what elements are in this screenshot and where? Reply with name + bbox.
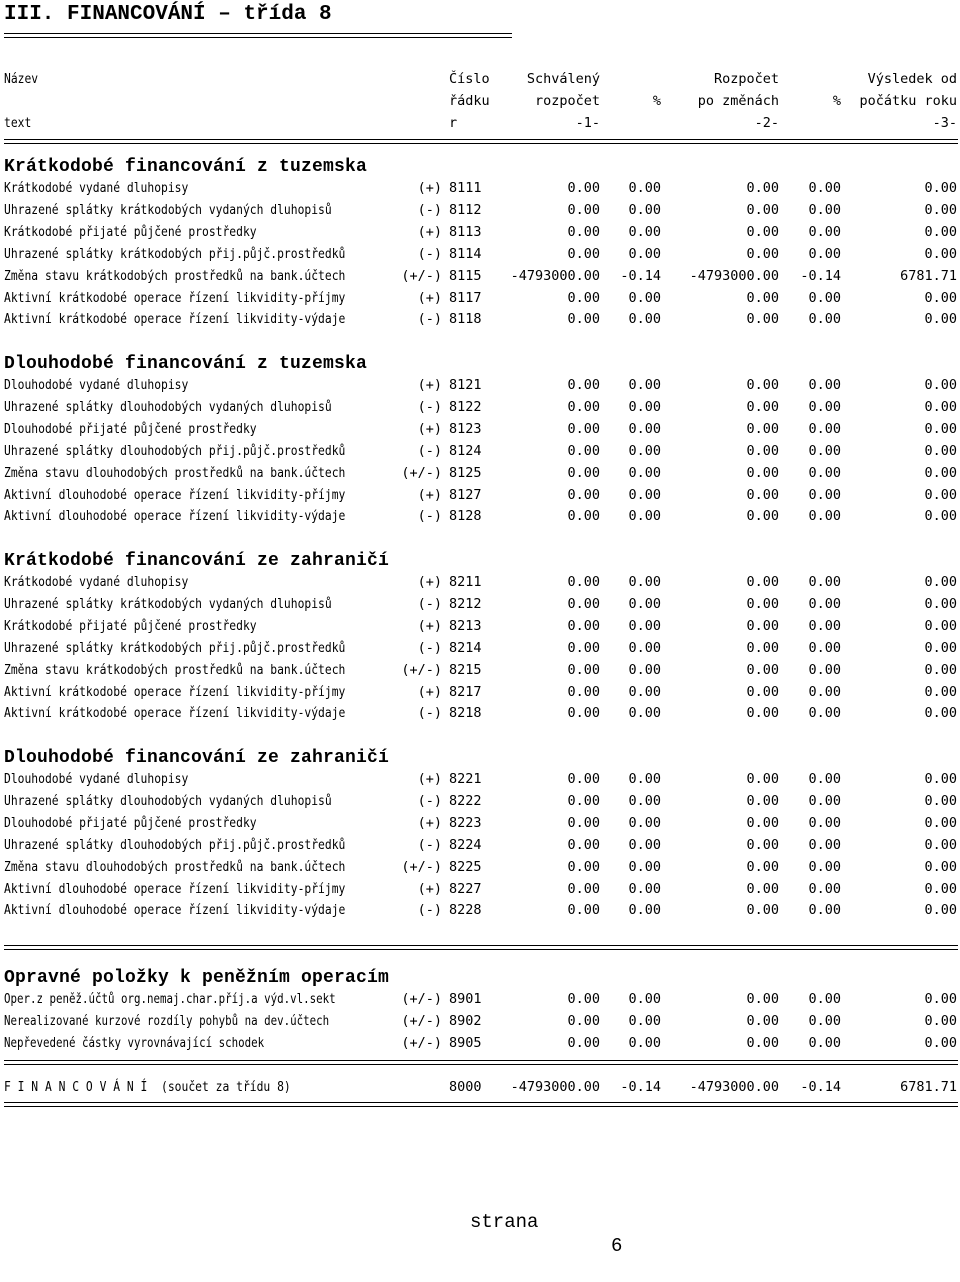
row-rozp: 0.00	[746, 487, 779, 503]
row-sign: (-)	[417, 705, 442, 721]
row-p1: 0.00	[628, 705, 661, 721]
row-vys: 0.00	[924, 859, 957, 875]
row-p2: 0.00	[808, 596, 841, 612]
row-name: Aktivní krátkodobé operace řízení likvidity-výdaje	[4, 705, 346, 721]
row-p2: 0.00	[808, 202, 841, 218]
row-rozp: 0.00	[746, 443, 779, 459]
row-p1: 0.00	[628, 443, 661, 459]
row-code: 8125	[449, 465, 482, 481]
row-p1: 0.00	[628, 684, 661, 700]
row-rozp: 0.00	[746, 640, 779, 656]
row-p1: 0.00	[628, 1035, 661, 1051]
row-schv: 0.00	[567, 815, 600, 831]
row-schv: 0.00	[567, 881, 600, 897]
row-p1: 0.00	[628, 640, 661, 656]
row-code: 8905	[449, 1035, 482, 1051]
row-sign: (+)	[417, 180, 442, 196]
row-rozp: 0.00	[746, 465, 779, 481]
row-vys: 0.00	[924, 662, 957, 678]
row-p2: 0.00	[808, 465, 841, 481]
row-name: Dlouhodobé přijaté půjčené prostředky	[4, 421, 257, 437]
total-rule-top	[4, 1060, 958, 1065]
row-code: 8222	[449, 793, 482, 809]
row-code: 8225	[449, 859, 482, 875]
row-code: 8117	[449, 290, 482, 306]
row-name: Krátkodobé přijaté půjčené prostředky	[4, 224, 257, 240]
row-name: Uhrazené splátky krátkodobých vydaných dluhopisů	[4, 202, 332, 218]
page-number: 6	[611, 1235, 623, 1257]
row-code: 8113	[449, 224, 482, 240]
row-sign: (+/-)	[401, 662, 442, 678]
row-rozp: 0.00	[746, 311, 779, 327]
row-p2: 0.00	[808, 421, 841, 437]
row-vys: 0.00	[924, 771, 957, 787]
row-vys: 0.00	[924, 1013, 957, 1029]
row-schv: 0.00	[567, 662, 600, 678]
row-name: Uhrazené splátky dlouhodobých vydaných dluhopisů	[4, 399, 332, 415]
row-p2: 0.00	[808, 837, 841, 853]
row-sign: (+)	[417, 815, 442, 831]
row-vys: 0.00	[924, 311, 957, 327]
row-code: 8902	[449, 1013, 482, 1029]
row-code: 8115	[449, 268, 482, 284]
section-title: Dlouhodobé financování z tuzemska	[4, 354, 368, 374]
row-code: 8218	[449, 705, 482, 721]
row-p1: 0.00	[628, 618, 661, 634]
row-sign: (+)	[417, 421, 442, 437]
row-p2: 0.00	[808, 705, 841, 721]
row-rozp: -4793000.00	[689, 268, 779, 284]
row-name: Uhrazené splátky dlouhodobých přij.půjč.prostředků	[4, 443, 346, 459]
row-p1: -0.14	[620, 268, 661, 284]
header-col-2: -2-	[754, 115, 779, 131]
row-p2: 0.00	[808, 881, 841, 897]
row-p1: 0.00	[628, 815, 661, 831]
row-rozp: 0.00	[746, 202, 779, 218]
row-rozp: 0.00	[746, 180, 779, 196]
row-vys: 0.00	[924, 815, 957, 831]
row-vys: 0.00	[924, 684, 957, 700]
row-code: 8223	[449, 815, 482, 831]
row-name: Dlouhodobé přijaté půjčené prostředky	[4, 815, 257, 831]
row-p2: 0.00	[808, 399, 841, 415]
row-p2: 0.00	[808, 311, 841, 327]
row-vys: 0.00	[924, 793, 957, 809]
row-p2: 0.00	[808, 662, 841, 678]
row-schv: 0.00	[567, 837, 600, 853]
row-p2: 0.00	[808, 859, 841, 875]
header-result: Výsledek od	[867, 71, 957, 87]
row-sign: (-)	[417, 399, 442, 415]
row-rozp: 0.00	[746, 596, 779, 612]
row-name: F I N A N C O V Á N Í (součet za třídu 8)	[4, 1079, 291, 1095]
row-name: Změna stavu dlouhodobých prostředků na bank.účtech	[4, 465, 346, 481]
section-title: Krátkodobé financování z tuzemska	[4, 157, 368, 177]
total-rule-bottom	[4, 1102, 958, 1107]
row-vys: 0.00	[924, 640, 957, 656]
corrections-title: Opravné položky k peněžním operacím	[4, 968, 390, 988]
row-vys: 0.00	[924, 705, 957, 721]
row-p2: 0.00	[808, 902, 841, 918]
row-schv: 0.00	[567, 574, 600, 590]
row-p1: 0.00	[628, 881, 661, 897]
row-name: Uhrazené splátky krátkodobých přij.půjč.prostředků	[4, 246, 346, 262]
row-vys: 0.00	[924, 1035, 957, 1051]
header-approved-2: rozpočet	[534, 93, 600, 109]
row-sign: (+)	[417, 771, 442, 787]
row-name: Nepřevedené částky vyrovnávající schodek	[4, 1035, 265, 1051]
row-schv: 0.00	[567, 771, 600, 787]
row-schv: 0.00	[567, 377, 600, 393]
row-p2: 0.00	[808, 618, 841, 634]
row-rozp: 0.00	[746, 290, 779, 306]
row-name: Uhrazené splátky krátkodobých vydaných dluhopisů	[4, 596, 332, 612]
row-p2: 0.00	[808, 574, 841, 590]
header-code-3: r	[449, 115, 458, 131]
row-rozp: 0.00	[746, 991, 779, 1007]
row-schv: 0.00	[567, 487, 600, 503]
row-vys: 0.00	[924, 224, 957, 240]
row-vys: 0.00	[924, 465, 957, 481]
row-name: Uhrazené splátky dlouhodobých vydaných dluhopisů	[4, 793, 332, 809]
header-percent-2: %	[832, 93, 841, 109]
row-code: 8221	[449, 771, 482, 787]
row-rozp: 0.00	[746, 618, 779, 634]
row-sign: (+)	[417, 684, 442, 700]
row-schv: 0.00	[567, 311, 600, 327]
row-p1: 0.00	[628, 399, 661, 415]
row-name: Aktivní dlouhodobé operace řízení likvidity-výdaje	[4, 902, 346, 918]
row-schv: 0.00	[567, 991, 600, 1007]
row-sign: (-)	[417, 640, 442, 656]
row-schv: -4793000.00	[510, 1079, 600, 1095]
header-budget: Rozpočet	[713, 71, 779, 87]
row-p2: 0.00	[808, 290, 841, 306]
header-result-2: počátku roku	[859, 93, 957, 109]
row-p1: 0.00	[628, 202, 661, 218]
row-schv: 0.00	[567, 290, 600, 306]
row-sign: (-)	[417, 311, 442, 327]
row-code: 8217	[449, 684, 482, 700]
row-code: 8111	[449, 180, 482, 196]
row-p2: 0.00	[808, 793, 841, 809]
row-code: 8112	[449, 202, 482, 218]
row-code: 8123	[449, 421, 482, 437]
row-p1: 0.00	[628, 246, 661, 262]
row-p1: 0.00	[628, 771, 661, 787]
row-code: 8000	[449, 1079, 482, 1095]
row-schv: -4793000.00	[510, 268, 600, 284]
row-p2: 0.00	[808, 246, 841, 262]
row-sign: (-)	[417, 902, 442, 918]
row-schv: 0.00	[567, 224, 600, 240]
row-p1: 0.00	[628, 180, 661, 196]
row-schv: 0.00	[567, 640, 600, 656]
row-p2: 0.00	[808, 1035, 841, 1051]
row-rozp: 0.00	[746, 224, 779, 240]
row-vys: 0.00	[924, 421, 957, 437]
row-code: 8114	[449, 246, 482, 262]
row-name: Krátkodobé vydané dluhopisy	[4, 180, 189, 196]
row-vys: 0.00	[924, 574, 957, 590]
row-vys: 6781.71	[900, 1079, 957, 1095]
row-rozp: 0.00	[746, 837, 779, 853]
header-code-2: řádku	[449, 93, 490, 109]
row-code: 8121	[449, 377, 482, 393]
header-col-1: -1-	[575, 115, 600, 131]
row-p1: 0.00	[628, 596, 661, 612]
row-p1: 0.00	[628, 487, 661, 503]
row-schv: 0.00	[567, 399, 600, 415]
row-sign: (+)	[417, 618, 442, 634]
row-code: 8118	[449, 311, 482, 327]
row-sign: (+)	[417, 224, 442, 240]
row-rozp: -4793000.00	[689, 1079, 779, 1095]
row-p2: 0.00	[808, 991, 841, 1007]
row-rozp: 0.00	[746, 1035, 779, 1051]
row-vys: 0.00	[924, 991, 957, 1007]
row-vys: 0.00	[924, 881, 957, 897]
row-sign: (-)	[417, 443, 442, 459]
row-code: 8124	[449, 443, 482, 459]
row-rozp: 0.00	[746, 793, 779, 809]
row-vys: 0.00	[924, 443, 957, 459]
row-vys: 0.00	[924, 180, 957, 196]
row-sign: (-)	[417, 793, 442, 809]
row-sign: (-)	[417, 246, 442, 262]
row-name: Uhrazené splátky dlouhodobých přij.půjč.prostředků	[4, 837, 346, 853]
row-name: Krátkodobé vydané dluhopisy	[4, 574, 189, 590]
row-vys: 0.00	[924, 618, 957, 634]
row-name: Dlouhodobé vydané dluhopisy	[4, 377, 189, 393]
row-schv: 0.00	[567, 705, 600, 721]
row-vys: 0.00	[924, 202, 957, 218]
header-approved: Schválený	[526, 71, 600, 87]
row-schv: 0.00	[567, 618, 600, 634]
title-underline-2	[4, 37, 512, 38]
row-rozp: 0.00	[746, 771, 779, 787]
row-vys: 0.00	[924, 902, 957, 918]
row-schv: 0.00	[567, 684, 600, 700]
row-p1: 0.00	[628, 902, 661, 918]
row-p1: 0.00	[628, 574, 661, 590]
row-rozp: 0.00	[746, 574, 779, 590]
row-code: 8214	[449, 640, 482, 656]
row-rozp: 0.00	[746, 377, 779, 393]
row-name: Aktivní krátkodobé operace řízení likvidity-příjmy	[4, 290, 346, 306]
row-p1: 0.00	[628, 859, 661, 875]
row-rozp: 0.00	[746, 662, 779, 678]
row-name: Změna stavu krátkodobých prostředků na bank.účtech	[4, 662, 346, 678]
row-schv: 0.00	[567, 465, 600, 481]
row-p1: 0.00	[628, 465, 661, 481]
row-name: Změna stavu dlouhodobých prostředků na bank.účtech	[4, 859, 346, 875]
row-name: Aktivní krátkodobé operace řízení likvidity-příjmy	[4, 684, 346, 700]
row-vys: 0.00	[924, 487, 957, 503]
row-vys: 0.00	[924, 246, 957, 262]
row-sign: (+/-)	[401, 1013, 442, 1029]
row-rozp: 0.00	[746, 815, 779, 831]
row-p1: 0.00	[628, 793, 661, 809]
header-budget-2: po změnách	[697, 93, 779, 109]
row-sign: (+/-)	[401, 465, 442, 481]
row-p1: 0.00	[628, 662, 661, 678]
row-p2: 0.00	[808, 771, 841, 787]
row-code: 8213	[449, 618, 482, 634]
row-code: 8211	[449, 574, 482, 590]
row-name: Krátkodobé přijaté půjčené prostředky	[4, 618, 257, 634]
row-vys: 0.00	[924, 596, 957, 612]
row-p1: 0.00	[628, 1013, 661, 1029]
row-p1: 0.00	[628, 290, 661, 306]
row-vys: 0.00	[924, 399, 957, 415]
row-p2: 0.00	[808, 508, 841, 524]
row-p1: 0.00	[628, 837, 661, 853]
header-col-3: -3-	[932, 115, 957, 131]
row-sign: (+)	[417, 574, 442, 590]
row-code: 8122	[449, 399, 482, 415]
row-schv: 0.00	[567, 859, 600, 875]
row-code: 8227	[449, 881, 482, 897]
row-code: 8228	[449, 902, 482, 918]
row-schv: 0.00	[567, 902, 600, 918]
row-schv: 0.00	[567, 421, 600, 437]
row-schv: 0.00	[567, 180, 600, 196]
row-vys: 0.00	[924, 290, 957, 306]
row-vys: 0.00	[924, 377, 957, 393]
row-p2: -0.14	[800, 268, 841, 284]
row-code: 8212	[449, 596, 482, 612]
row-sign: (+)	[417, 290, 442, 306]
row-p1: 0.00	[628, 991, 661, 1007]
row-sign: (-)	[417, 837, 442, 853]
row-vys: 0.00	[924, 508, 957, 524]
row-rozp: 0.00	[746, 421, 779, 437]
row-schv: 0.00	[567, 443, 600, 459]
row-name: Dlouhodobé vydané dluhopisy	[4, 771, 189, 787]
row-name: Aktivní dlouhodobé operace řízení likvidity-příjmy	[4, 881, 346, 897]
section-title: Dlouhodobé financování ze zahraničí	[4, 748, 390, 768]
page-label: strana	[470, 1211, 539, 1233]
row-p2: 0.00	[808, 640, 841, 656]
row-name: Změna stavu krátkodobých prostředků na bank.účtech	[4, 268, 346, 284]
row-p2: 0.00	[808, 815, 841, 831]
row-name: Aktivní krátkodobé operace řízení likvidity-výdaje	[4, 311, 346, 327]
title-underline	[4, 33, 512, 34]
row-schv: 0.00	[567, 202, 600, 218]
row-p1: 0.00	[628, 508, 661, 524]
row-p1: 0.00	[628, 377, 661, 393]
row-rozp: 0.00	[746, 881, 779, 897]
row-vys: 6781.71	[900, 268, 957, 284]
row-schv: 0.00	[567, 246, 600, 262]
row-schv: 0.00	[567, 508, 600, 524]
row-sign: (-)	[417, 596, 442, 612]
corrections-rule-top	[4, 945, 958, 950]
row-name: Oper.z peněž.účtů org.nemaj.char.příj.a výd.vl.sekt	[4, 991, 336, 1007]
header-name: Název	[4, 71, 39, 87]
row-rozp: 0.00	[746, 399, 779, 415]
row-p2: 0.00	[808, 487, 841, 503]
page-footer	[0, 1186, 960, 1282]
row-p2: 0.00	[808, 377, 841, 393]
row-schv: 0.00	[567, 596, 600, 612]
section-title: Krátkodobé financování ze zahraničí	[4, 551, 390, 571]
row-name: Aktivní dlouhodobé operace řízení likvidity-příjmy	[4, 487, 346, 503]
row-sign: (+/-)	[401, 859, 442, 875]
row-p2: 0.00	[808, 443, 841, 459]
row-vys: 0.00	[924, 837, 957, 853]
row-name: Aktivní dlouhodobé operace řízení likvidity-výdaje	[4, 508, 346, 524]
header-rule	[4, 139, 958, 144]
row-sign: (+)	[417, 487, 442, 503]
row-code: 8127	[449, 487, 482, 503]
row-rozp: 0.00	[746, 684, 779, 700]
row-sign: (-)	[417, 508, 442, 524]
row-rozp: 0.00	[746, 705, 779, 721]
row-p2: -0.14	[800, 1079, 841, 1095]
row-name: Uhrazené splátky krátkodobých přij.půjč.prostředků	[4, 640, 346, 656]
row-sign: (+)	[417, 377, 442, 393]
row-p2: 0.00	[808, 180, 841, 196]
row-rozp: 0.00	[746, 902, 779, 918]
row-rozp: 0.00	[746, 1013, 779, 1029]
header-code: Číslo	[449, 71, 490, 87]
row-p1: -0.14	[620, 1079, 661, 1095]
row-p1: 0.00	[628, 421, 661, 437]
row-sign: (+/-)	[401, 1035, 442, 1051]
row-p2: 0.00	[808, 684, 841, 700]
row-schv: 0.00	[567, 1035, 600, 1051]
row-schv: 0.00	[567, 793, 600, 809]
row-schv: 0.00	[567, 1013, 600, 1029]
row-code: 8215	[449, 662, 482, 678]
row-code: 8224	[449, 837, 482, 853]
row-rozp: 0.00	[746, 859, 779, 875]
row-p2: 0.00	[808, 1013, 841, 1029]
row-code: 8901	[449, 991, 482, 1007]
header-percent-1: %	[652, 93, 661, 109]
row-p1: 0.00	[628, 311, 661, 327]
row-sign: (+/-)	[401, 991, 442, 1007]
row-rozp: 0.00	[746, 246, 779, 262]
row-name: Nerealizované kurzové rozdíly pohybů na dev.účtech	[4, 1013, 330, 1029]
row-p2: 0.00	[808, 224, 841, 240]
row-sign: (+/-)	[401, 268, 442, 284]
header-text: text	[4, 115, 32, 131]
row-rozp: 0.00	[746, 508, 779, 524]
page-title: III. FINANCOVÁNÍ – třída 8	[4, 3, 332, 26]
row-sign: (-)	[417, 202, 442, 218]
row-sign: (+)	[417, 881, 442, 897]
row-code: 8128	[449, 508, 482, 524]
row-p1: 0.00	[628, 224, 661, 240]
